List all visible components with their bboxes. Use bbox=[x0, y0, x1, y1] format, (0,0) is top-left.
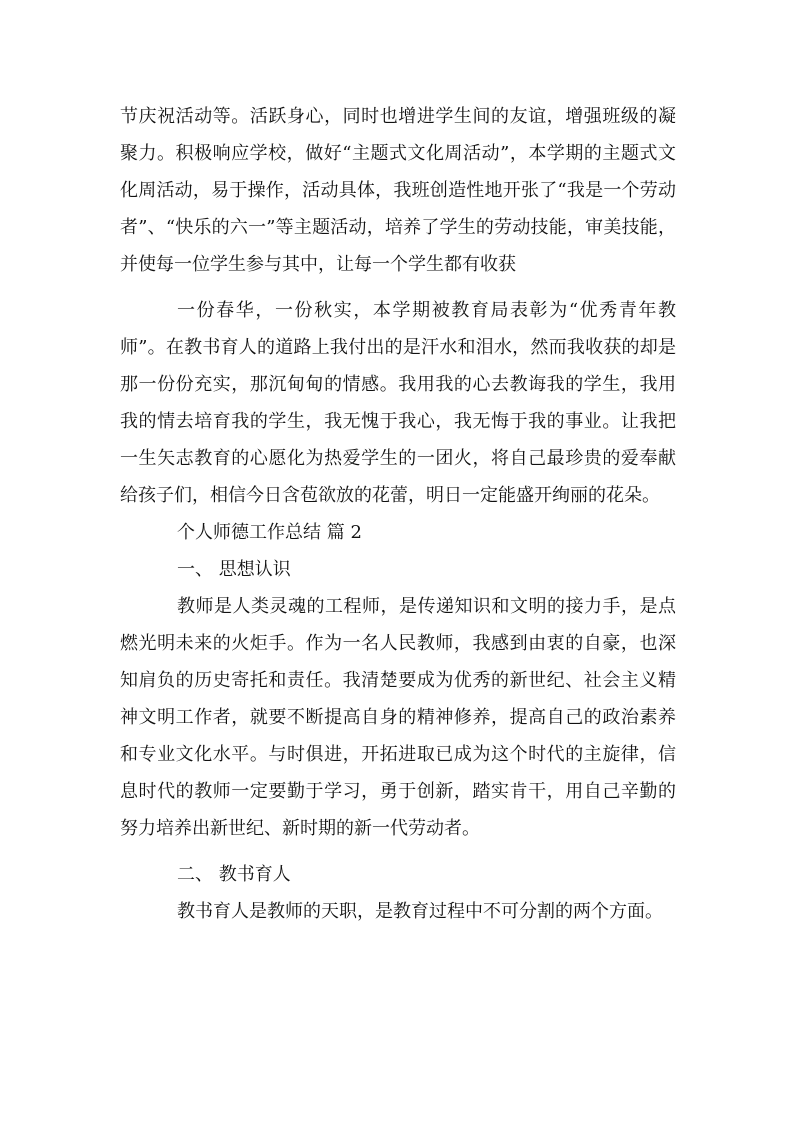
paragraph-ideology: 教师是人类灵魂的工程师，是传递知识和文明的接力手，是点燃光明未来的火炬手。作为一名人民教师，我感到由衷的自豪，也深知肩负的历史寄托和责任。我清楚要成为优秀的新世纪、社会主义精神文明工作者，就要不断提高自身的精神修养，提高自己的政治素养和专业文化水平。与时俱进，开拓进取已成为这个时代的主旋律，信息时代的教师一定要勤于学习，勇于创新，踏实肯干，用自己辛勤的努力培养出新世纪、新时期的新一代劳动者。 bbox=[120, 596, 676, 839]
heading-ideology: 一、 思想认识 bbox=[177, 559, 291, 580]
document-page bbox=[120, 98, 676, 930]
section-title: 个人师德工作总结 篇 2 bbox=[177, 522, 362, 543]
paragraph-teaching: 教书育人是教师的天职，是教育过程中不可分割的两个方面。 bbox=[177, 901, 663, 922]
heading-teaching: 二、 教书育人 bbox=[177, 864, 291, 885]
paragraph-activities: 节庆祝活动等。活跃身心，同时也增进学生间的友谊，增强班级的凝聚力。积极响应学校，做好“主题式文化周活动”，本学期的主题式文化周活动，易于操作，活动具体，我班创造性地开张了“我是一个劳动者”、“快乐的六一”等主题活动，培养了学生的劳动技能，审美技能，并使每一位学生参与其中，让每一个学生都有收获 bbox=[120, 106, 676, 275]
paragraph-honor: 一份春华，一份秋实，本学期被教育局表彰为“优秀青年教师”。在教书育人的道路上我付出的是汗水和泪水，然而我收获的却是那一份份充实，那沉甸甸的情感。我用我的心去教诲我的学生，我用我的情去培育我的学生，我无愧于我心，我无悔于我的事业。让我把一生矢志教育的心愿化为热爱学生的一团火，将自己最珍贵的爱奉献给孩子们，相信今日含苞欲放的花蕾，明日一定能盛开绚丽的花朵。 bbox=[120, 300, 676, 506]
